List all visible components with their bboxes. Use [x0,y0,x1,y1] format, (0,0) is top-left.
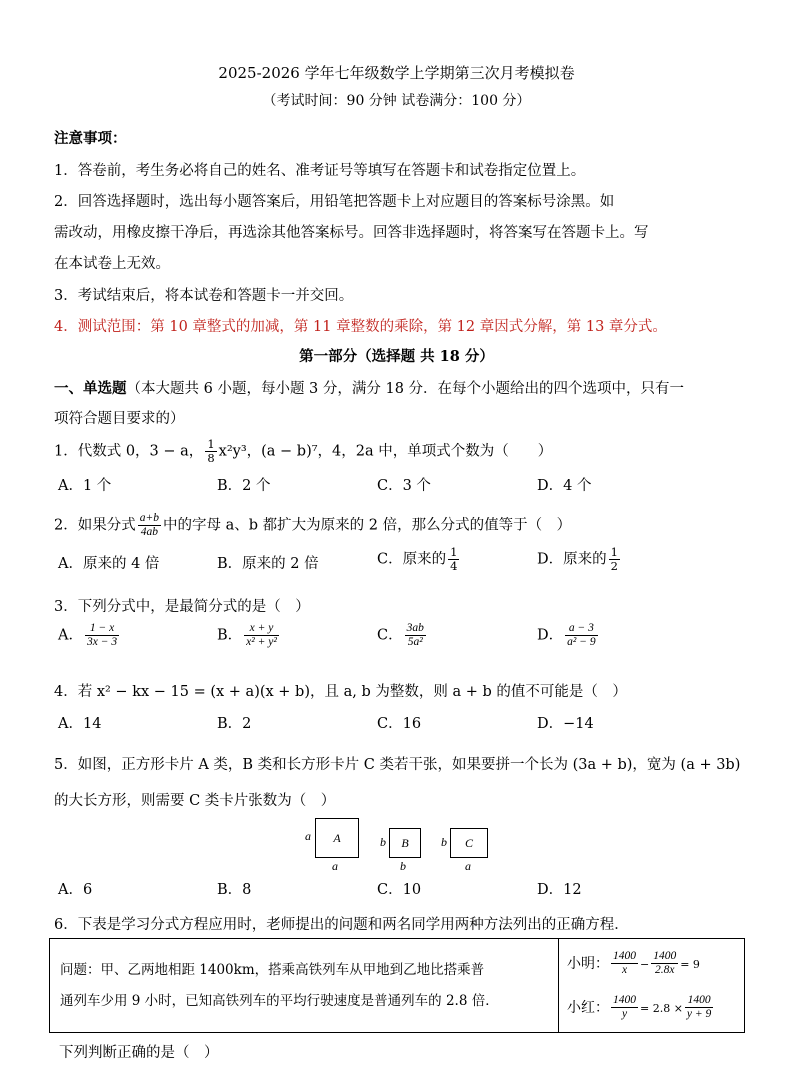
q3-c-den: 5a² [407,636,423,648]
q2-option-c[interactable] [377,546,461,573]
q3-option-c-fraction [405,622,426,649]
xm-fraction-1 [611,950,638,977]
q2-frac-den: 4ab [140,526,158,538]
q1-option-c[interactable]: C．3 个 [377,478,431,494]
question-1 [54,438,552,465]
q6-judge: 下列判断正确的是（ ） [59,1045,219,1061]
xh-fraction-2 [685,994,713,1021]
xm-f2-den: 2.8x [654,964,675,976]
note-item: 3．考试结束后，将本试卷和答题卡一并交回。 [54,288,354,304]
q6-problem-line2: 通列车少用 9 小时，已知高铁列车的平均行驶速度是普通列车的 2.8 倍． [60,992,499,1009]
q1-option-a[interactable]: A．1 个 [58,478,112,494]
q3-option-b-fraction [244,622,279,649]
q2-option-c-fraction [448,546,459,573]
q2-option-a[interactable]: A．原来的 4 倍 [58,556,160,572]
card-c-side-label: b [441,835,447,849]
q3-d-den: a² − 9 [567,636,596,648]
q5-option-d[interactable]: D．12 [537,882,582,898]
xh-f2-den: y + 9 [686,1008,712,1020]
q3-option-d-fraction [565,622,597,649]
card-c: C [450,828,488,858]
q2-option-d-label: D．原来的 [537,551,607,568]
card-a: A [315,818,359,858]
q1-option-b[interactable]: B．2 个 [217,478,271,494]
question-3: 3．下列分式中，是最简分式的是（ ） [54,599,310,615]
question-5-line2: 的大长方形，则需要 C 类卡片张数为（ ） [54,793,336,809]
q2-fraction [138,512,161,539]
q4-option-d[interactable]: D．−14 [537,716,594,732]
question-5-line1: 5．如图，正方形卡片 A 类，B 类和长方形卡片 C 类若干张，如果要拼一个长为 (3a + b)，宽为 (a + 3b) [54,757,741,773]
q3-option-d[interactable] [537,622,600,649]
q2-option-c-num: 1 [450,545,458,559]
q1-text-b: x²y³，(a − b)⁷，4，2a 中，单项式个数为（ ） [218,443,553,460]
q4-option-a[interactable]: A．14 [58,716,102,732]
xm-fraction-2 [651,950,678,977]
exam-title: 2025-2026 学年七年级数学上学期第三次月考模拟卷 [218,64,575,82]
question-6: 6．下表是学习分式方程应用时，老师提出的问题和两名同学用两种方法列出的正确方程． [54,917,629,933]
xiaohong-label: 小红： [567,999,609,1016]
q2-option-d[interactable] [537,546,622,573]
q3-option-d-label: D． [537,627,564,644]
q2-text-a: 2．如果分式 [54,517,136,534]
q3-option-a-fraction [85,622,119,649]
card-b-side-label: b [380,835,386,849]
q2-option-d-fraction [609,546,620,573]
q6-xiaoming-equation [567,942,736,986]
section-intro [54,377,684,398]
q1-fraction [205,438,216,465]
q2-frac-num: a+b [139,512,159,524]
card-c-bottom-label: a [465,859,471,873]
q4-option-c[interactable]: C．16 [377,716,422,732]
q6-problem-cell [50,939,559,1033]
q5-option-a[interactable]: A．6 [58,882,93,898]
card-a-bottom-label: a [332,859,338,873]
xm-f1-num: 1400 [613,950,636,962]
card-b: B [389,828,421,858]
q3-option-b-label: B． [217,627,243,644]
q6-xiaohong-equation [567,986,736,1030]
xm-f1-den: x [621,964,628,976]
q6-equations-cell [559,939,745,1033]
q2-text-b: 中的字母 a、b 都扩大为原来的 2 倍，那么分式的值等于（ ） [163,517,572,534]
scope-prefix: 4．测试范围： [54,319,151,335]
section-label: 一、单选题 [54,380,127,397]
q2-option-c-label: C．原来的 [377,551,447,568]
notes-heading: 注意事项： [54,130,127,147]
scope-text: 第 10 章整式的加减，第 11 章整数的乘除，第 12 章因式分解，第 13 章分式。 [150,319,667,335]
card-b-bottom-label: b [400,859,406,873]
q3-d-num: a − 3 [565,622,597,636]
xm-f2-num: 1400 [653,950,677,962]
q4-option-b[interactable]: B．2 [217,716,252,732]
q2-option-d-num: 1 [610,545,618,559]
section-desc-line2: 项符合题目要求的） [54,411,185,427]
q1-frac-num: 1 [207,437,215,451]
xiaoming-label: 小明： [567,955,609,972]
q1-option-d[interactable]: D．4 个 [537,478,592,494]
xm-rhs: = 9 [680,957,700,971]
card-a-side-label: a [305,829,311,843]
q2-option-b[interactable]: B．原来的 2 倍 [217,556,319,572]
xh-mid: = 2.8 × [640,1001,683,1015]
q2-option-c-den: 4 [450,559,458,573]
note-scope [54,315,667,336]
q6-table [49,938,745,1033]
q3-a-den: 3x − 3 [86,636,118,648]
xm-minus: − [640,957,650,971]
xh-f1-den: y [621,1008,628,1020]
xh-f2-num: 1400 [685,994,713,1008]
xh-fraction-1 [611,994,638,1021]
q5-option-c[interactable]: C．10 [377,882,422,898]
q3-option-c-label: C． [377,627,403,644]
note-item: 在本试卷上无效。 [54,256,170,272]
q1-text-a: 1．代数式 0，3 − a， [54,443,204,460]
q3-option-c[interactable] [377,622,428,649]
exam-subtitle: （考试时间：90 分钟 试卷满分：100 分） [262,93,531,109]
q3-c-num: 3ab [406,622,424,634]
xh-f1-num: 1400 [613,994,636,1006]
note-item: 需改动，用橡皮擦干净后，再选涂其他答案标号。回答非选择题时，将答案写在答题卡上。写 [54,225,649,241]
q3-a-num: 1 − x [85,622,119,636]
q3-b-num: x + y [244,622,279,636]
note-item: 2．回答选择题时，选出每小题答案后，用铅笔把答题卡上对应题目的答案标号涂黑。如 [54,194,615,210]
q3-option-a-label: A． [58,627,83,644]
q5-option-b[interactable]: B．8 [217,882,252,898]
question-2 [54,512,571,539]
q1-frac-den: 8 [207,451,215,465]
q3-option-b[interactable] [217,622,281,649]
q6-problem-line1: 问题：甲、乙两地相距 1400km，搭乘高铁列车从甲地到乙地比搭乘普 [60,961,485,978]
part1-heading: 第一部分（选择题 共 18 分） [299,348,494,365]
section-desc: （本大题共 6 小题，每小题 3 分，满分 18 分．在每个小题给出的四个选项中，只有一 [126,381,685,397]
q3-option-a[interactable] [58,622,121,649]
q3-b-den: x² + y² [246,636,277,648]
q2-option-d-den: 2 [610,559,618,573]
note-item: 1．答卷前，考生务必将自己的姓名、准考证号等填写在答题卡和试卷指定位置上。 [54,163,586,179]
question-4: 4．若 x² − kx − 15 = (x + a)(x + b)，且 a, b 为整数，则 a + b 的值不可能是（ ） [54,684,627,700]
